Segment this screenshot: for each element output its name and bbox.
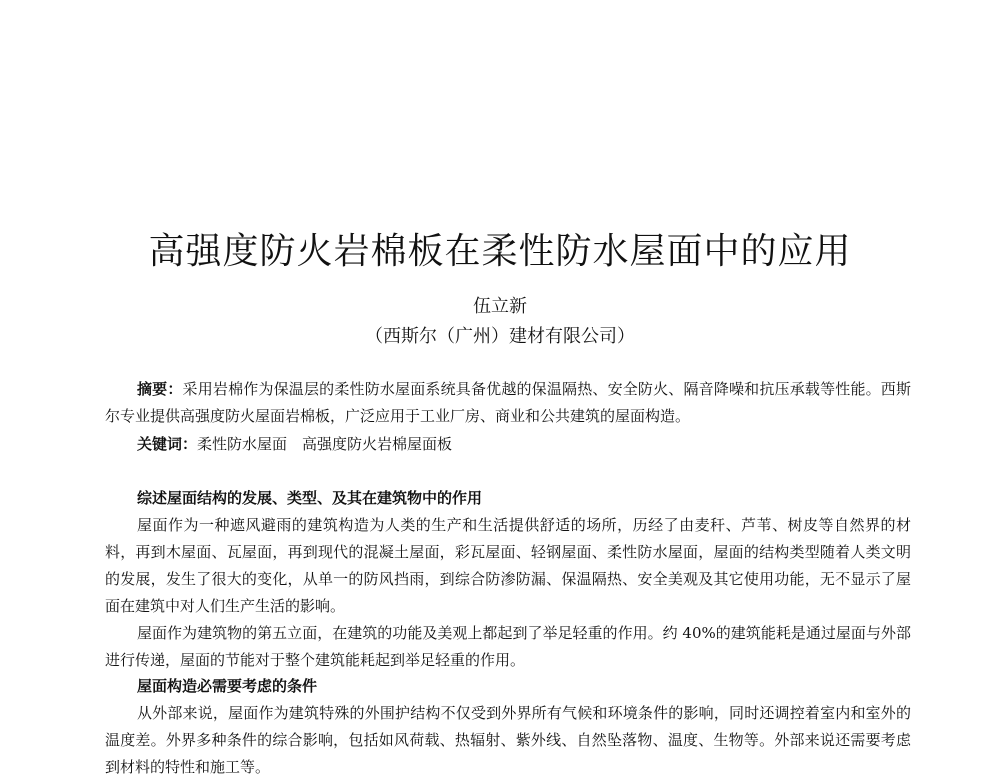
section-body <box>105 512 911 674</box>
author-affiliation: （西斯尔（广州）建材有限公司） <box>365 326 635 347</box>
keywords <box>105 431 911 458</box>
section-body <box>105 700 911 781</box>
abstract-label: 摘要： <box>137 380 183 398</box>
paragraph: 屋面作为一种遮风避雨的建筑构造为人类的生产和生活提供舒适的场所，历经了由麦秆、芦苇、树皮等自然界的材料，再到木屋面、瓦屋面，再到现代的混凝土屋面，彩瓦屋面、轻钢屋面、柔性防水屋面，屋面的结构类型随着人类文明的发展，发生了很大的变化，从单一的防风挡雨，到综合防渗防漏、保温隔热、安全美观及其它使用功能，无不显示了屋面在建筑中对人们生产生活的影响。 <box>105 516 911 615</box>
paragraph: 从外部来说，屋面作为建筑特殊的外围护结构不仅受到外界所有气候和环境条件的影响，同时还调控着室内和室外的温度差。外界多种条件的综合影响，包括如风荷载、热辐射、紫外线、自然坠落物、温度、生物等。外部来说还需要考虑到材料的特性和施工等。 <box>105 704 911 776</box>
author-name: 伍立新 <box>473 296 527 317</box>
abstract <box>105 376 911 430</box>
keywords-label: 关键词： <box>137 435 198 453</box>
article-title: 高强度防火岩棉板在柔性防水屋面中的应用 <box>148 231 852 272</box>
section-heading: 屋面构造必需要考虑的条件 <box>137 677 318 695</box>
paragraph: 屋面作为建筑物的第五立面，在建筑的功能及美观上都起到了举足轻重的作用。约 40%的建筑能耗是通过屋面与外部进行传递，屋面的节能对于整个建筑能耗起到举足轻重的作用。 <box>105 624 911 669</box>
abstract-text: 采用岩棉作为保温层的柔性防水屋面系统具备优越的保温隔热、安全防火、隔音降噪和抗压承载等性能。西斯尔专业提供高强度防火屋面岩棉板，广泛应用于工业厂房、商业和公共建筑的屋面构造。 <box>105 380 911 425</box>
section-heading: 综述屋面结构的发展、类型、及其在建筑物中的作用 <box>137 489 483 507</box>
keywords-text: 柔性防水屋面 高强度防火岩棉屋面板 <box>197 435 453 453</box>
